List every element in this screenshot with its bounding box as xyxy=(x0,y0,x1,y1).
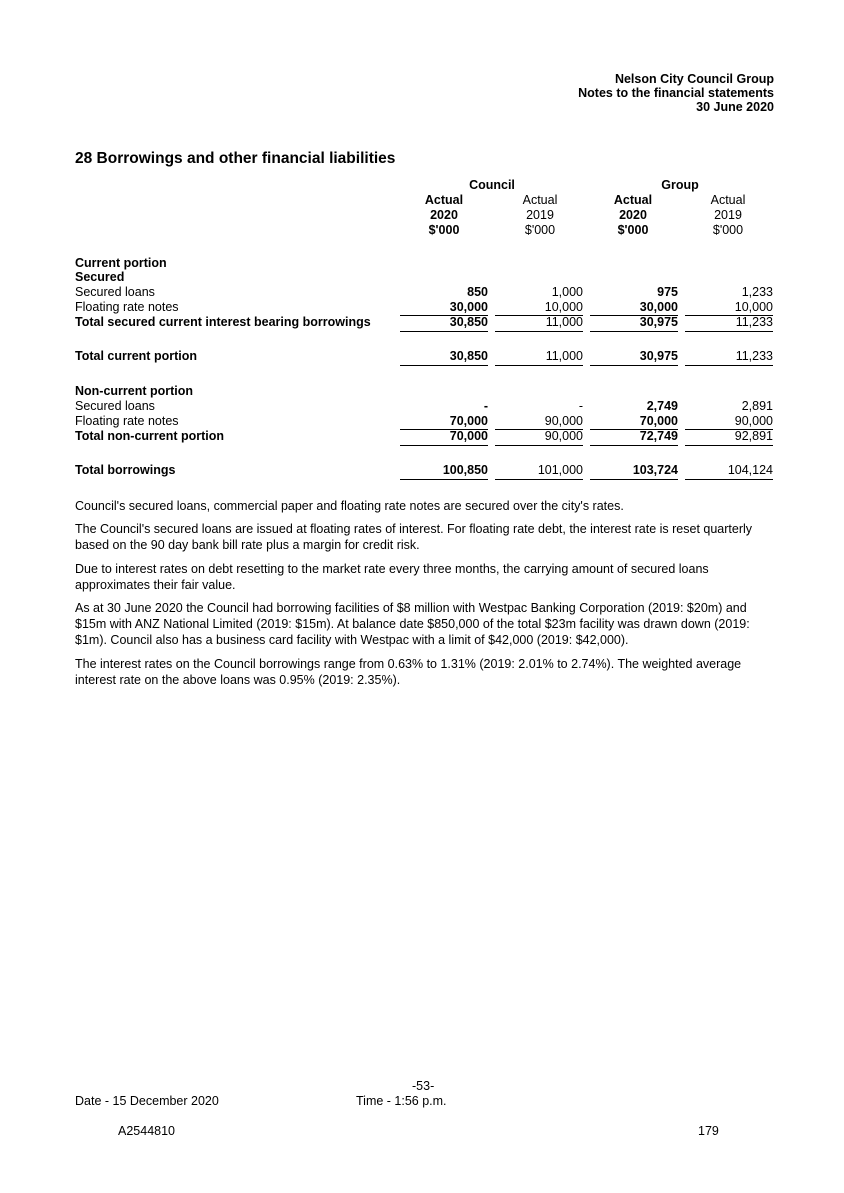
col-head-line: 2019 xyxy=(526,208,554,222)
section-subheading-secured xyxy=(75,270,775,285)
section-heading-noncurrent xyxy=(75,384,775,399)
header-date: 30 June 2020 xyxy=(696,100,774,114)
cell-council-2020: - xyxy=(483,399,488,413)
footer-time: Time - 1:56 p.m. xyxy=(356,1094,447,1108)
cell-group-2019: 11,233 xyxy=(735,349,773,363)
rule xyxy=(495,365,583,366)
cell-council-2020: 70,000 xyxy=(449,414,488,428)
cell-group-2020: 70,000 xyxy=(639,414,678,428)
col-head-group-2019 xyxy=(683,193,773,238)
cell-council-2020: 850 xyxy=(467,285,488,299)
col-head-line: 2020 xyxy=(430,208,458,222)
col-head-line: Actual xyxy=(710,193,746,207)
rule xyxy=(590,331,678,332)
table-row xyxy=(75,414,775,429)
cell-council-2019: 90,000 xyxy=(544,414,583,428)
col-head-group-2020 xyxy=(588,193,678,238)
page-number: -53- xyxy=(412,1079,435,1093)
col-head-council-2019 xyxy=(495,193,585,238)
cell-council-2020: 30,000 xyxy=(449,300,488,314)
cell-group-2020: 72,749 xyxy=(639,429,678,443)
cell-council-2019: 1,000 xyxy=(551,285,583,299)
row-label: Current portion xyxy=(75,256,167,270)
row-label: Secured loans xyxy=(75,399,155,413)
col-head-line: Actual xyxy=(613,193,653,207)
table-row xyxy=(75,399,775,414)
cell-group-2020: 30,975 xyxy=(639,315,678,329)
cell-council-2019: 10,000 xyxy=(544,300,583,314)
header-org: Nelson City Council Group xyxy=(614,72,774,86)
row-label: Total non-current portion xyxy=(75,429,225,443)
note-paragraph: Council's secured loans, commercial paper and floating rate notes are secured over the city's rates. xyxy=(75,499,624,513)
col-head-line: $'000 xyxy=(712,223,744,237)
table-row-total-noncurrent xyxy=(75,429,775,444)
row-label: Floating rate notes xyxy=(75,414,179,428)
cell-council-2020: 70,000 xyxy=(449,429,488,443)
rule xyxy=(685,445,773,446)
col-head-line: 2019 xyxy=(714,208,742,222)
col-head-line: $'000 xyxy=(524,223,556,237)
cell-group-2019: 92,891 xyxy=(734,429,773,443)
cell-council-2019: 101,000 xyxy=(537,463,583,477)
col-head-council-2020 xyxy=(399,193,489,238)
note-paragraph: As at 30 June 2020 the Council had borrowing facilities of $8 million with Westpac Banking Corporation (2019: $20m) and $15m with ANZ National Limited (2019: $15m). At balance date $850,000 of the total $23m facility was drawn down (2019: $1m). Council also has a business card facility with Westpac with a limit of $42,000 (2019: $42,000). xyxy=(75,601,750,647)
rule xyxy=(400,479,488,480)
table-row xyxy=(75,300,775,315)
note-paragraph: The interest rates on the Council borrowings range from 0.63% to 1.31% (2019: 2.01% to 2.74%). The weighted average interest rate on the above loans was 0.95% (2019: 2.35%). xyxy=(75,657,742,687)
cell-group-2019: 90,000 xyxy=(734,414,773,428)
table-row-total-borrowings xyxy=(75,463,775,478)
table-row xyxy=(75,315,775,330)
cell-council-2019: - xyxy=(578,399,583,413)
group-council: Council xyxy=(469,178,515,192)
cell-council-2020: 30,850 xyxy=(449,315,488,329)
cell-group-2019: 1,233 xyxy=(741,285,773,299)
header-doc: Notes to the financial statements xyxy=(578,86,774,100)
table-row-total-current xyxy=(75,349,775,364)
row-label: Floating rate notes xyxy=(75,300,179,314)
rule xyxy=(685,479,773,480)
rule xyxy=(685,331,773,332)
col-head-line: $'000 xyxy=(617,223,649,237)
col-head-line: Actual xyxy=(522,193,558,207)
cell-group-2019: 10,000 xyxy=(734,300,773,314)
row-label: Secured xyxy=(75,270,125,284)
cell-council-2020: 30,850 xyxy=(449,349,488,363)
rule xyxy=(590,445,678,446)
section-heading-current xyxy=(75,256,775,271)
cell-council-2019: 90,000 xyxy=(544,429,583,443)
table-row xyxy=(75,285,775,300)
note-paragraph: The Council's secured loans are issued at floating rates of interest. For floating rate debt, the interest rate is reset quarterly based on the 90 day bank bill rate plus a margin for credit risk. xyxy=(75,522,753,552)
rule xyxy=(400,331,488,332)
col-head-line: Actual xyxy=(424,193,464,207)
cell-group-2020: 103,724 xyxy=(632,463,678,477)
row-label: Total borrowings xyxy=(75,463,176,477)
row-label: Secured loans xyxy=(75,285,155,299)
rule xyxy=(685,365,773,366)
cell-group-2020: 30,975 xyxy=(639,349,678,363)
document-ref: A2544810 xyxy=(118,1124,176,1138)
sheet-number: 179 xyxy=(698,1124,719,1138)
cell-council-2019: 11,000 xyxy=(545,349,583,363)
cell-group-2019: 11,233 xyxy=(735,315,773,329)
col-head-line: 2020 xyxy=(619,208,647,222)
rule xyxy=(495,331,583,332)
note-paragraph: Due to interest rates on debt resetting to the market rate every three months, the carrying amount of secured loans approximates their fair value. xyxy=(75,562,709,592)
col-head-line: $'000 xyxy=(428,223,460,237)
footer-date: Date - 15 December 2020 xyxy=(75,1094,219,1108)
row-label: Non-current portion xyxy=(75,384,194,398)
cell-council-2019: 11,000 xyxy=(545,315,583,329)
row-label: Total current portion xyxy=(75,349,197,363)
cell-group-2019: 2,891 xyxy=(741,399,773,413)
page-title: 28 Borrowings and other financial liabilities xyxy=(75,150,396,167)
rule xyxy=(495,445,583,446)
cell-group-2019: 104,124 xyxy=(727,463,773,477)
rule xyxy=(590,479,678,480)
cell-group-2020: 2,749 xyxy=(646,399,678,413)
rule xyxy=(400,445,488,446)
group-group: Group xyxy=(661,178,699,192)
rule xyxy=(495,479,583,480)
rule xyxy=(400,365,488,366)
cell-council-2020: 100,850 xyxy=(442,463,488,477)
row-label: Total secured current interest bearing borrowings xyxy=(75,315,371,329)
rule xyxy=(590,365,678,366)
cell-group-2020: 30,000 xyxy=(639,300,678,314)
cell-group-2020: 975 xyxy=(657,285,678,299)
